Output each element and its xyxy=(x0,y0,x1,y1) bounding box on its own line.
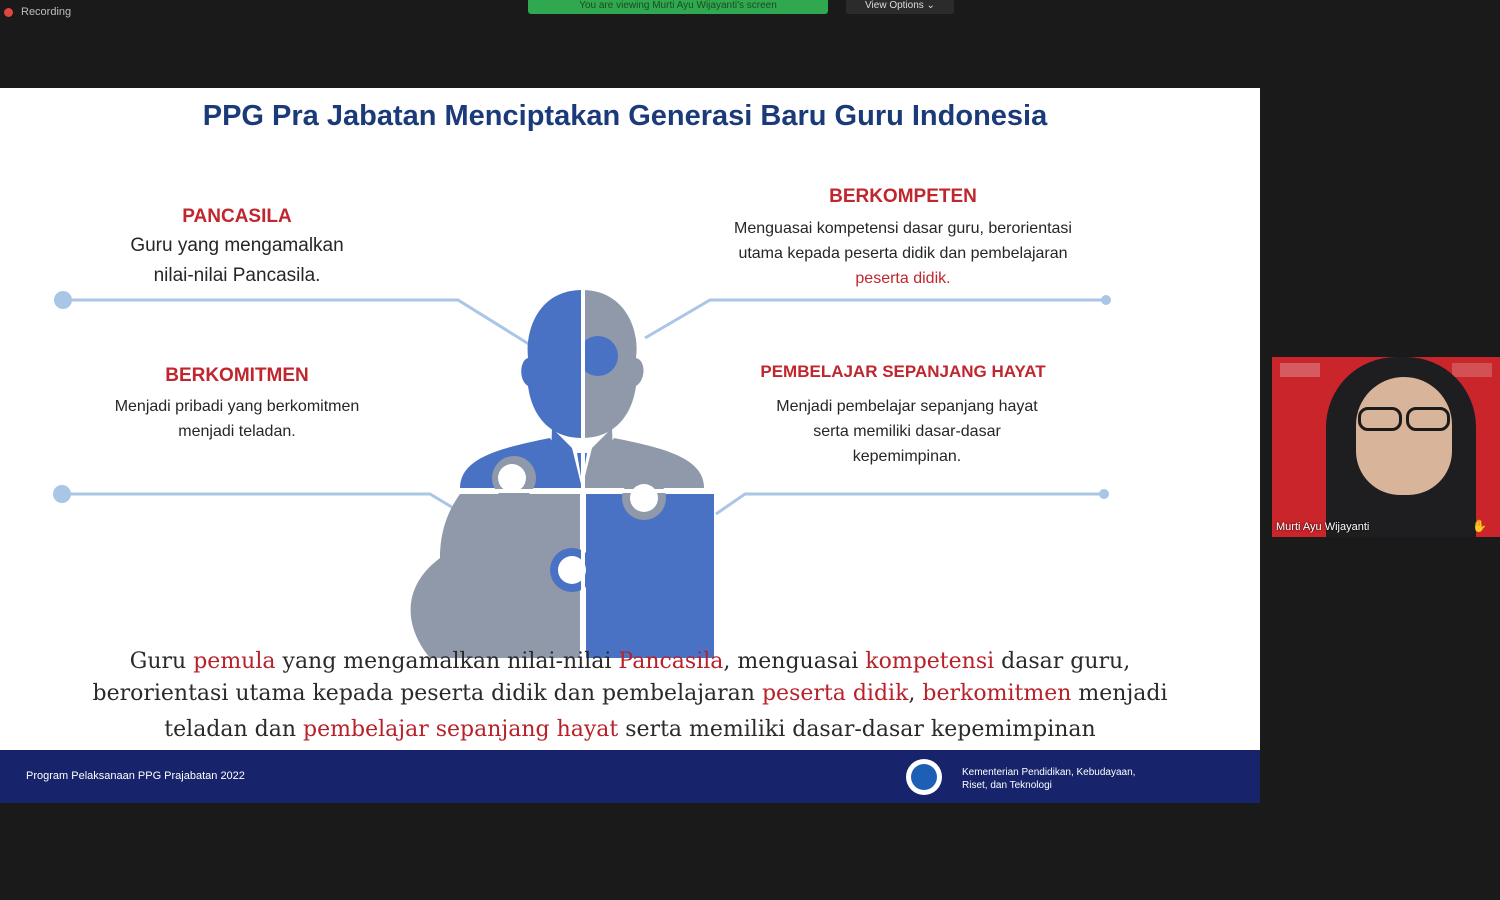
ministry-logo-icon xyxy=(906,759,942,795)
raised-hand-icon: ✋ xyxy=(1472,519,1487,533)
summary-text: dasar guru, xyxy=(994,649,1131,674)
berkomitmen-line-1: Menjadi pribadi yang berkomitmen xyxy=(114,398,360,415)
connector-pembelajar xyxy=(716,494,1104,514)
berkompeten-line-3: peserta didik. xyxy=(855,270,951,287)
summary-highlight: pemula xyxy=(193,649,276,674)
berkompeten-heading: BERKOMPETEN xyxy=(829,186,977,207)
footer-program-label: Program Pelaksanaan PPG Prajabatan 2022 xyxy=(26,770,245,782)
summary-text: menjadi xyxy=(1071,681,1168,706)
connector-dot-pancasila xyxy=(54,291,72,309)
summary-text: , menguasai xyxy=(723,649,866,674)
connector-dot-pembelajar xyxy=(1099,489,1109,499)
summary-text: yang mengamalkan nilai-nilai xyxy=(275,649,619,674)
connector-dot-berkompeten xyxy=(1101,295,1111,305)
background-logo xyxy=(1280,363,1320,377)
berkomitmen-description xyxy=(67,394,407,444)
connector-dot-berkomitmen xyxy=(53,485,71,503)
summary-line-2 xyxy=(20,678,1240,710)
participant-glasses xyxy=(1352,407,1454,431)
summary-text: , xyxy=(908,681,923,706)
berkomitmen-line-2: menjadi teladan. xyxy=(178,423,296,440)
viewing-banner: You are viewing Murti Ayu Wijayanti's screen xyxy=(528,0,828,14)
pancasila-line-1: Guru yang mengamalkan xyxy=(130,235,344,256)
pembelajar-line-2: serta memiliki dasar-dasar xyxy=(813,423,1001,440)
summary-text: teladan dan xyxy=(164,717,304,742)
slide-summary xyxy=(20,646,1240,746)
summary-highlight: peserta didik xyxy=(761,681,909,706)
berkompeten-line-2: utama kepada peserta didik dan pembelajaran xyxy=(738,245,1068,262)
pembelajar-heading: PEMBELAJAR SEPANJANG HAYAT xyxy=(760,362,1046,381)
berkompeten-line-1: Menguasai kompetensi dasar guru, berorientasi xyxy=(734,220,1072,237)
footer-ministry-line-2: Riset, dan Teknologi xyxy=(962,780,1052,791)
pembelajar-line-3: kepemimpinan. xyxy=(852,448,962,465)
recording-dot-icon xyxy=(4,8,13,17)
recording-label: Recording xyxy=(21,6,72,18)
pancasila-heading: PANCASILA xyxy=(182,206,292,227)
summary-text: Guru xyxy=(129,649,194,674)
shared-slide xyxy=(0,88,1260,803)
summary-highlight: kompetensi xyxy=(865,649,995,674)
view-options-button[interactable]: View Options ⌄ xyxy=(846,0,954,14)
participant-video-tile[interactable] xyxy=(1272,357,1500,537)
background-logo xyxy=(1452,363,1492,377)
participant-name: Murti Ayu Wijayanti xyxy=(1276,521,1370,533)
summary-highlight: pembelajar sepanjang hayat xyxy=(303,717,619,742)
summary-text: serta memiliki dasar-dasar kepemimpinan xyxy=(618,717,1096,742)
footer-ministry-line-1: Kementerian Pendidikan, Kebudayaan, xyxy=(962,767,1136,778)
pancasila-description xyxy=(87,231,387,291)
participant-face xyxy=(1356,377,1452,495)
footer-ministry-name xyxy=(962,766,1172,792)
puzzle-person-illustration xyxy=(400,288,730,658)
slide-footer xyxy=(0,750,1260,803)
slide-title: PPG Pra Jabatan Menciptakan Generasi Baru Guru Indonesia xyxy=(202,100,1048,132)
berkompeten-description xyxy=(683,216,1123,291)
summary-text: berorientasi utama kepada peserta didik dan pembelajaran xyxy=(92,681,762,706)
summary-line-1 xyxy=(20,646,1240,678)
pembelajar-description xyxy=(727,394,1087,469)
recording-indicator xyxy=(4,6,71,18)
pembelajar-line-1: Menjadi pembelajar sepanjang hayat xyxy=(776,398,1038,415)
summary-highlight: berkomitmen xyxy=(922,681,1072,706)
berkomitmen-heading: BERKOMITMEN xyxy=(165,365,309,386)
summary-line-3 xyxy=(20,714,1240,746)
pancasila-line-2: nilai-nilai Pancasila. xyxy=(153,265,321,286)
summary-highlight: Pancasila xyxy=(618,649,724,674)
